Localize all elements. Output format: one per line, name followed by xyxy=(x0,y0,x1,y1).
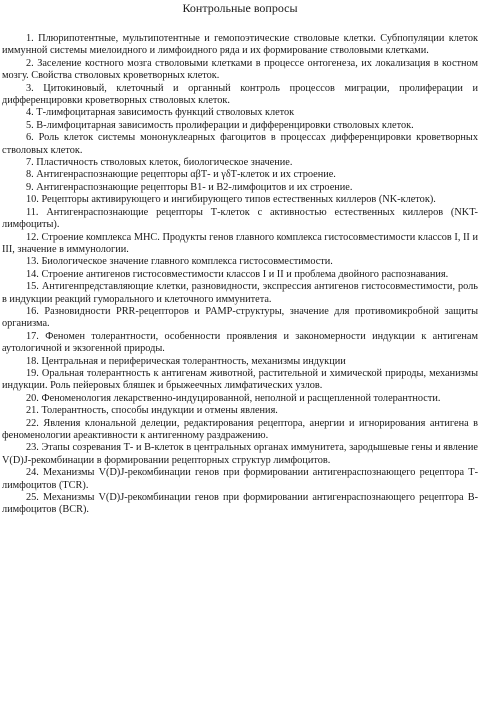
question-21: 21. Толерантность, способы индукции и отмены явления. xyxy=(26,405,278,417)
question-5: 5. В-лимфоцитарная зависимость пролиферации и дифференцировки стволовых клеток. xyxy=(26,119,414,131)
question-1: 1. Плюрипотентные, мультипотентные и гемопоэтические стволовые клетки. Субпопуляции клеток иммунной системы миелоидного и лимфоидного ряда и их формирование стволовыми клетками. xyxy=(2,33,478,57)
question-7: 7. Пластичность стволовых клеток, биологическое значение. xyxy=(26,157,293,169)
question-6: 6. Роль клеток системы мононуклеарных фагоцитов в процессах дифференцировки кроветворных стволовых клеток. xyxy=(2,132,478,156)
question-4: 4. Т-лимфоцитарная зависимость функций стволовых клеток xyxy=(26,107,295,119)
question-list xyxy=(2,33,478,517)
question-19: 19. Оральная толерантность к антигенам животной, растительной и химической природы, механизмы индукции. Роль пейеровых бляшек и брыжеечных лимфатических узлов. xyxy=(2,367,478,392)
question-18: 18. Центральная и периферическая толерантность, механизмы индукции xyxy=(26,355,346,367)
question-2: 2. Заселение костного мозга стволовыми клетками в процессе онтогенеза, их локализация в костном мозгу. Свойства стволовых кроветворных клеток. xyxy=(2,57,478,82)
question-8: 8. Антигенраспознающие рецепторы αβТ- и γδТ-клеток и их строение. xyxy=(26,169,336,181)
question-9: 9. Антигенраспознающие рецепторы В1- и В2-лимфоцитов и их строение. xyxy=(26,181,353,193)
question-23: 23. Этапы созревания Т- и В-клеток в центральных органах иммунитета, зародышевые гены и явление V(D)J-рекомбинации в формировании рецепторных структур лимфоцитов. xyxy=(2,442,478,466)
question-17: 17. Феномен толерантности, особенности проявления и закономерности индукции к антигенам аутологичной и экзогенной природы. xyxy=(2,330,478,355)
question-13: 13. Биологическое значение главного комплекса гистосовместимости. xyxy=(26,256,333,268)
question-16: 16. Разновидности PRR-рецепторов и PAMP-структуры, значение для противомикробной защиты организма. xyxy=(2,305,478,330)
question-14: 14. Строение антигенов гистосовместимости классов I и II и проблема двойного распознавания. xyxy=(26,268,449,280)
question-25: 25. Механизмы V(D)J-рекомбинации генов при формировании антигенраспознающего рецептора В-лимфоцитов (BCR). xyxy=(2,492,478,516)
question-11: 11. Антигенраспознающие рецепторы Т-клеток с активностью естественных киллеров (NKT-лимфоциты). xyxy=(2,206,478,231)
question-12: 12. Строение комплекса МНС. Продукты генов главного комплекса гистосовместимости классов I, II и III, значение в иммунологии. xyxy=(2,231,478,255)
question-22: 22. Явления клональной делеции, редактирования рецептора, анергии и игнорирования антигена в феноменологии ареактивности к антигенному раздражению. xyxy=(2,417,478,441)
question-3: 3. Цитокиновый, клеточный и органный контроль процессов миграции, пролиферации и дифференцировки кроветворных стволовых клеток. xyxy=(2,82,478,107)
question-20: 20. Феноменология лекарственно-индуцированной, неполной и расщепленной толерантности. xyxy=(26,392,441,404)
question-15: 15. Антигенпредставляющие клетки, разновидности, экспрессия антигенов гистосовместимости, роль в индукции реакций гуморального и клеточного иммунитета. xyxy=(2,281,478,305)
question-24: 24. Механизмы V(D)J-рекомбинации генов при формировании антигенраспознающего рецептора Т-лимфоцитов (TCR). xyxy=(2,467,478,491)
page-title: Контрольные вопросы xyxy=(182,1,298,15)
question-10: 10. Рецепторы активирующего и ингибирующего типов естественных киллеров (NK-клеток). xyxy=(26,194,436,206)
